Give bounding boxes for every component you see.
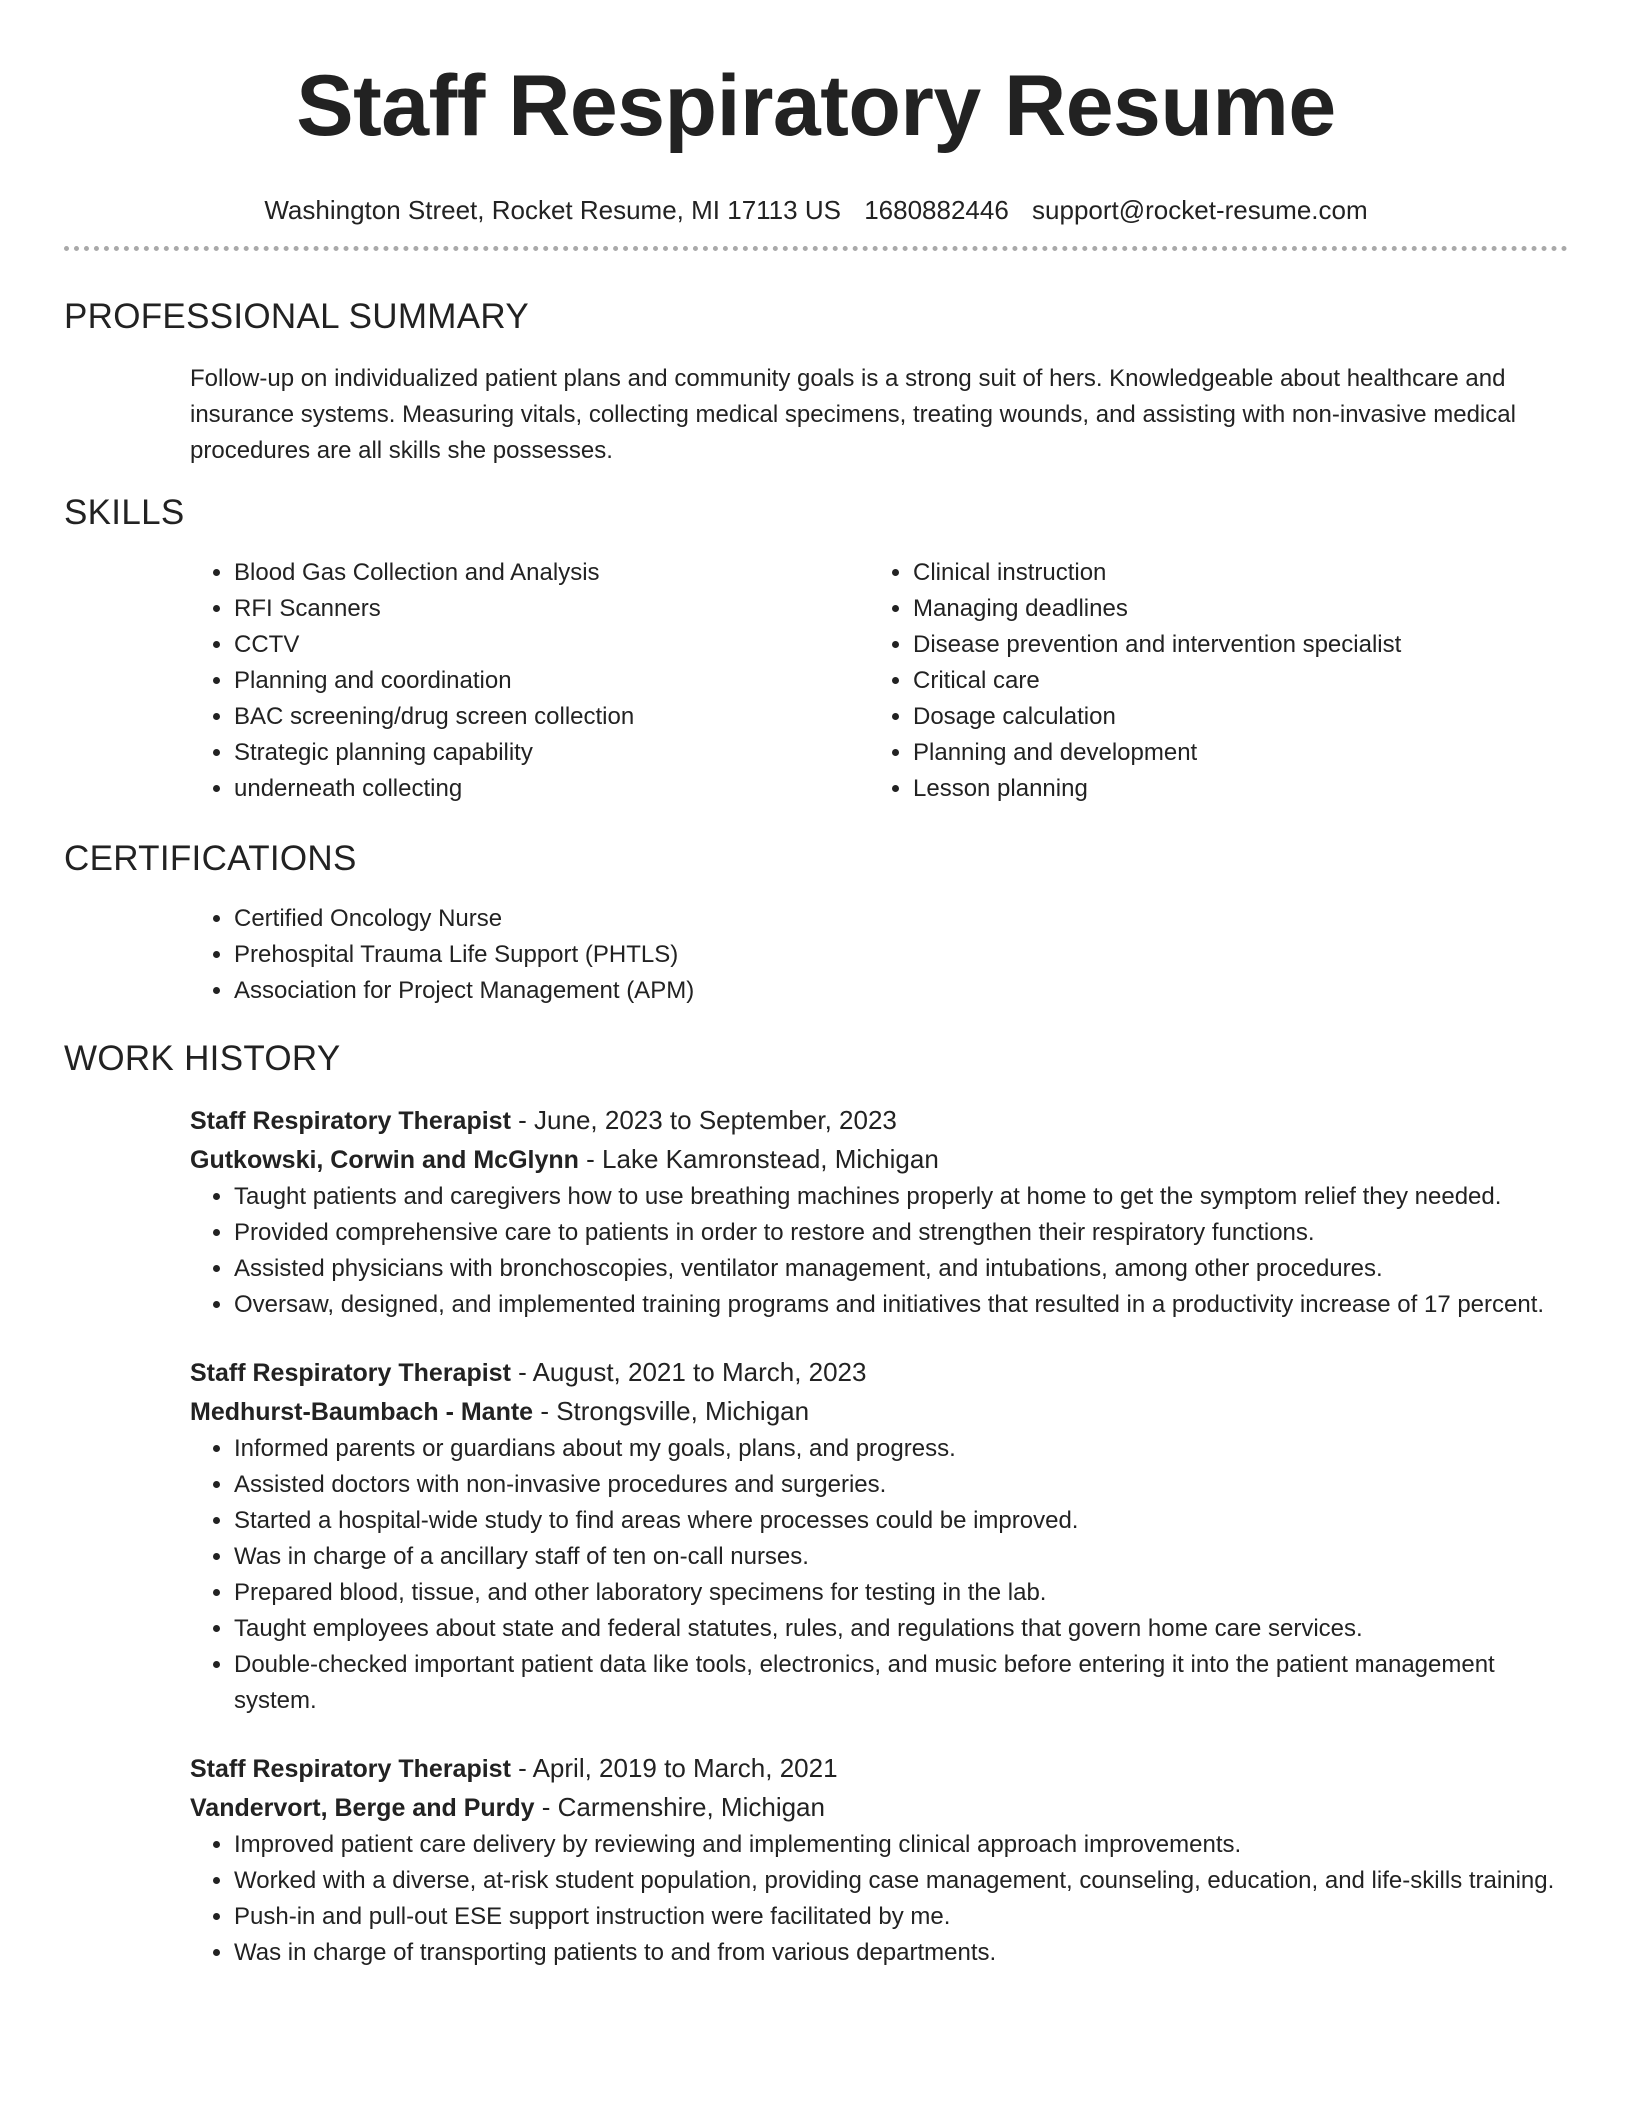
job-duty: • Was in charge of a ancillary staff of ten on-call nurses. — [234, 1539, 1568, 1575]
section-title-work-history: WORK HISTORY — [64, 1039, 341, 1078]
skills-column-left — [190, 555, 869, 807]
skill-item: • Blood Gas Collection and Analysis — [234, 555, 869, 591]
job-duties — [190, 1179, 1568, 1323]
contact-phone: 1680882446 — [864, 195, 1009, 225]
job-title: Staff Respiratory Therapist — [190, 1107, 511, 1135]
certifications-list — [190, 901, 1568, 1009]
job-dates: - April, 2019 to March, 2021 — [510, 1753, 838, 1783]
certification-item: • Prehospital Trauma Life Support (PHTLS) — [234, 937, 1568, 973]
job-duty: • Double-checked important patient data like tools, electronics, and music before entering it into the patient management system. — [234, 1647, 1568, 1719]
section-title-certifications: CERTIFICATIONS — [64, 839, 357, 878]
contact-address: Washington Street, Rocket Resume, MI 17113 US — [264, 195, 841, 225]
job-title: Staff Respiratory Therapist — [190, 1755, 511, 1783]
job-duty: • Informed parents or guardians about my goals, plans, and progress. — [234, 1431, 1568, 1467]
certification-item: • Certified Oncology Nurse — [234, 901, 1568, 937]
skills-list — [190, 555, 1568, 807]
job-title-line — [190, 1101, 1568, 1140]
job-company: Vandervort, Berge and Purdy — [190, 1794, 535, 1822]
contact-email: support@rocket-resume.com — [1032, 195, 1368, 225]
skill-item: • Clinical instruction — [913, 555, 1548, 591]
skill-item: • CCTV — [234, 627, 869, 663]
job-duties — [190, 1431, 1568, 1719]
section-title-skills: SKILLS — [64, 493, 185, 532]
job-entry — [190, 1353, 1568, 1719]
skill-item: • Dosage calculation — [913, 699, 1548, 735]
skill-item: • BAC screening/drug screen collection — [234, 699, 869, 735]
job-duty: • Worked with a diverse, at-risk student population, providing case management, counseling, education, and life-skills training. — [234, 1863, 1568, 1899]
job-title-line — [190, 1749, 1568, 1788]
job-duty: • Prepared blood, tissue, and other laboratory specimens for testing in the lab. — [234, 1575, 1568, 1611]
contact-line — [64, 194, 1568, 226]
job-company-line — [190, 1788, 1568, 1827]
skill-item: • Lesson planning — [913, 771, 1548, 807]
job-location: - Strongsville, Michigan — [533, 1396, 810, 1426]
job-entry — [190, 1101, 1568, 1323]
header-divider — [64, 246, 1568, 251]
job-duty: • Was in charge of transporting patients to and from various departments. — [234, 1935, 1568, 1971]
skill-item: • Disease prevention and intervention specialist — [913, 627, 1548, 663]
job-company: Medhurst-Baumbach - Mante — [190, 1398, 534, 1426]
skills-column-right — [869, 555, 1548, 807]
skill-item: • Critical care — [913, 663, 1548, 699]
job-company-line — [190, 1392, 1568, 1431]
job-duties — [190, 1827, 1568, 1971]
job-duty: • Assisted physicians with bronchoscopies, ventilator management, and intubations, among other procedures. — [234, 1251, 1568, 1287]
job-duty: • Assisted doctors with non-invasive procedures and surgeries. — [234, 1467, 1568, 1503]
certification-item: • Association for Project Management (APM) — [234, 973, 1568, 1009]
section-title-summary: PROFESSIONAL SUMMARY — [64, 297, 529, 336]
job-dates: - August, 2021 to March, 2023 — [510, 1357, 867, 1387]
job-duty: • Provided comprehensive care to patients in order to restore and strengthen their respiratory functions. — [234, 1215, 1568, 1251]
job-company: Gutkowski, Corwin and McGlynn — [190, 1146, 579, 1174]
summary-text: Follow-up on individualized patient plans and community goals is a strong suit of hers. Knowledgeable about healthcare and insurance systems. Measuring vitals, collecting medical specimens, treating wounds, and assisting with non-invasive medical procedures are all skills she possesses. — [190, 365, 1516, 464]
job-location: - Carmenshire, Michigan — [534, 1792, 825, 1822]
skill-item: • Strategic planning capability — [234, 735, 869, 771]
job-location: - Lake Kamronstead, Michigan — [578, 1144, 939, 1174]
job-duty: • Taught patients and caregivers how to use breathing machines properly at home to get the symptom relief they needed. — [234, 1179, 1568, 1215]
job-company-line — [190, 1140, 1568, 1179]
job-title: Staff Respiratory Therapist — [190, 1359, 511, 1387]
skill-item: • underneath collecting — [234, 771, 869, 807]
skill-item: • Managing deadlines — [913, 591, 1548, 627]
job-duty: • Started a hospital-wide study to find areas where processes could be improved. — [234, 1503, 1568, 1539]
job-dates: - June, 2023 to September, 2023 — [510, 1105, 897, 1135]
job-entry — [190, 1749, 1568, 1971]
job-duty: • Improved patient care delivery by reviewing and implementing clinical approach improvements. — [234, 1827, 1568, 1863]
job-duty: • Taught employees about state and federal statutes, rules, and regulations that govern home care services. — [234, 1611, 1568, 1647]
skill-item: • RFI Scanners — [234, 591, 869, 627]
job-duty: • Push-in and pull-out ESE support instruction were facilitated by me. — [234, 1899, 1568, 1935]
job-title-line — [190, 1353, 1568, 1392]
resume-title: Staff Respiratory Resume — [296, 58, 1336, 154]
job-duty: • Oversaw, designed, and implemented training programs and initiatives that resulted in a productivity increase of 17 percent. — [234, 1287, 1568, 1323]
skill-item: • Planning and coordination — [234, 663, 869, 699]
skill-item: • Planning and development — [913, 735, 1548, 771]
